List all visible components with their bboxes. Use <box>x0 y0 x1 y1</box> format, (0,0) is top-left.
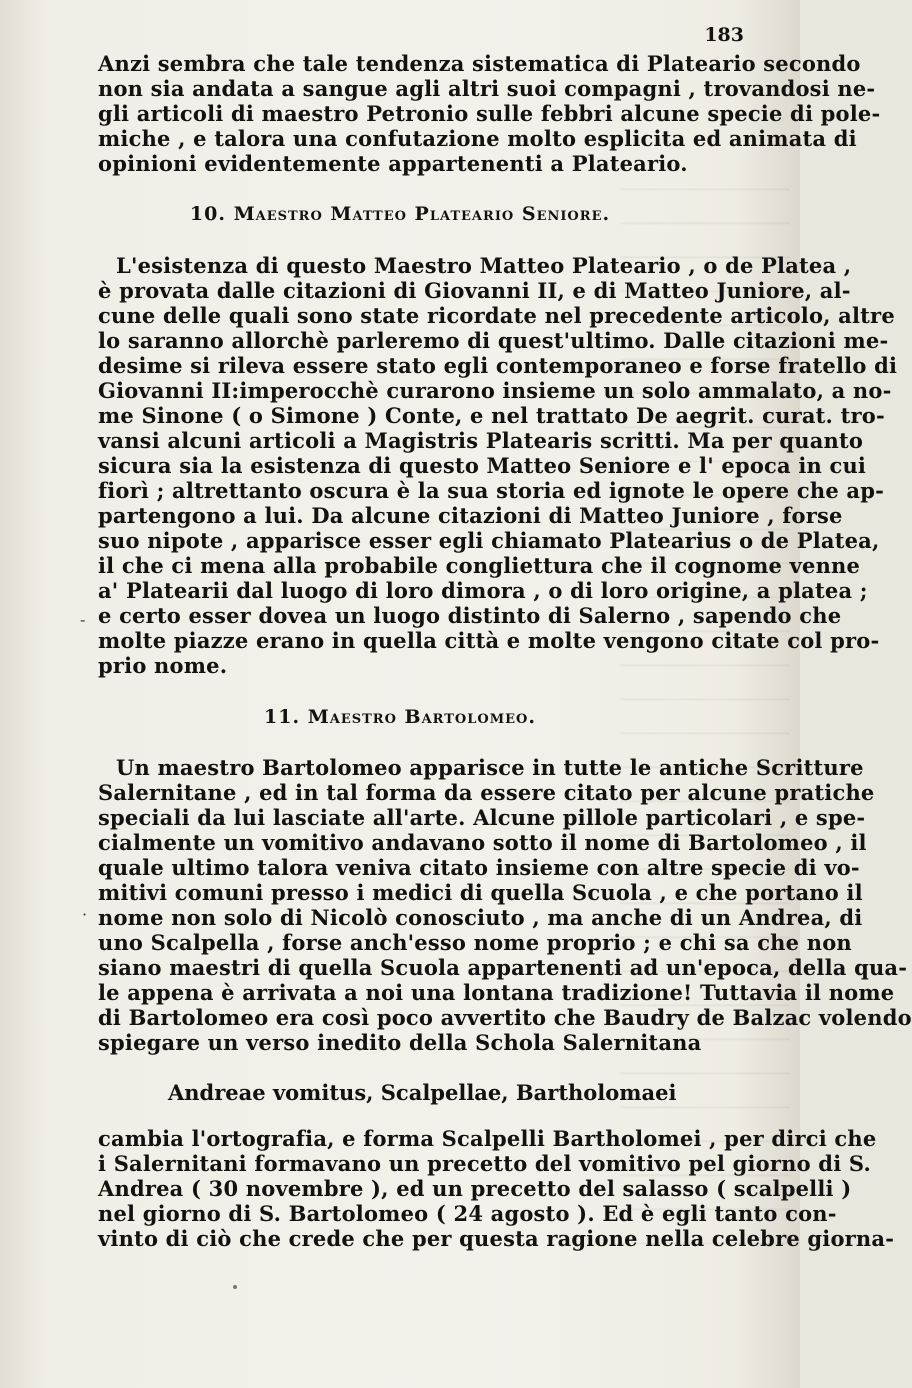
text-line: spiegare un verso inedito della Schola Salernitana <box>98 1030 702 1055</box>
text-line: quale ultimo talora veniva citato insieme con altre specie di vo- <box>98 855 860 880</box>
text-line: di Bartolomeo era così poco avvertito che Baudry de Balzac volendo <box>98 1005 912 1030</box>
margin-dash-mark: - <box>80 610 86 629</box>
text-line: è provata dalle citazioni di Giovanni II, e di Matteo Juniore, al- <box>98 278 851 303</box>
paragraph-3 <box>98 755 912 1055</box>
section-heading-11: 11. Maestro Bartolomeo. <box>264 706 536 728</box>
page-number: 183 <box>704 24 744 46</box>
text-line: opinioni evidentemente appartenenti a Plateario. <box>98 151 688 176</box>
text-line: speciali da lui lasciate all'arte. Alcune pillole particolari , e spe- <box>98 805 866 830</box>
text-line: nome non solo di Nicolò conosciuto , ma anche di un Andrea, di <box>98 905 863 930</box>
text-line: cune delle quali sono state ricordate nel precedente articolo, altre <box>98 303 895 328</box>
text-line: suo nipote , apparisce esser egli chiamato Platearius o de Platea, <box>98 528 880 553</box>
text-line: cambia l'ortografia, e forma Scalpelli Bartholomei , per dirci che <box>98 1126 877 1151</box>
paragraph-1 <box>98 51 881 176</box>
paragraph-4 <box>98 1126 895 1251</box>
text-line: partengono a lui. Da alcune citazioni di Matteo Juniore , forse <box>98 503 843 528</box>
text-line: vansi alcuni articoli a Magistris Platearis scritti. Ma per quanto <box>98 428 864 453</box>
margin-dot-mark: · <box>82 905 88 924</box>
text-line: siano maestri di quella Scuola appartenenti ad un'epoca, della qua- <box>98 955 908 980</box>
text-line: cialmente un vomitivo andavano sotto il nome di Bartolomeo , il <box>98 830 867 855</box>
text-line: e certo esser dovea un luogo distinto di Salerno , sapendo che <box>98 603 842 628</box>
text-line: il che ci mena alla probabile congliettura che il cognome venne <box>98 553 861 578</box>
text-line: nel giorno di S. Bartolomeo ( 24 agosto ). Ed è egli tanto con- <box>98 1201 837 1226</box>
text-line: prio nome. <box>98 653 228 678</box>
text-line: sicura sia la esistenza di questo Matteo Seniore e l' epoca in cui <box>98 453 867 478</box>
text-line: miche , e talora una confutazione molto esplicita ed animata di <box>98 126 857 151</box>
text-line: gli articoli di maestro Petronio sulle febbri alcune specie di pole- <box>98 101 881 126</box>
ink-speck <box>233 1285 237 1289</box>
text-line: lo saranno allorchè parleremo di quest'ultimo. Dalle citazioni me- <box>98 328 889 353</box>
text-line: L'esistenza di questo Maestro Matteo Plateario , o de Platea , <box>116 253 852 278</box>
paragraph-2 <box>98 253 898 678</box>
text-line: molte piazze erano in quella città e molte vengono citate col pro- <box>98 628 880 653</box>
text-line: le appena è arrivata a noi una lontana tradizione! Tuttavia il nome <box>98 980 895 1005</box>
text-line: desime si rileva essere stato egli contemporaneo e forse fratello di <box>98 353 898 378</box>
verse-quote: Andreae vomitus, Scalpellae, Bartholomaei <box>168 1080 677 1105</box>
section-heading-10: 10. Maestro Matteo Plateario Seniore. <box>189 203 611 225</box>
text-line: non sia andata a sangue agli altri suoi compagni , trovandosi ne- <box>98 76 876 101</box>
text-line: a' Platearii dal luogo di loro dimora , o di loro origine, a platea ; <box>98 578 868 603</box>
text-line: Giovanni II:imperocchè curarono insieme un solo ammalato, a no- <box>98 378 892 403</box>
text-line: vinto di ciò che crede che per questa ragione nella celebre giorna- <box>98 1226 895 1251</box>
text-line: Salernitane , ed in tal forma da essere citato per alcune pratiche <box>98 780 875 805</box>
text-line: Un maestro Bartolomeo apparisce in tutte le antiche Scritture <box>116 755 864 780</box>
text-line: Anzi sembra che tale tendenza sistematica di Plateario secondo <box>98 51 861 76</box>
text-line: mitivi comuni presso i medici di quella Scuola , e che portano il <box>98 880 863 905</box>
text-line: Andrea ( 30 novembre ), ed un precetto del salasso ( scalpelli ) <box>98 1176 852 1201</box>
text-line: fiorì ; altrettanto oscura è la sua storia ed ignote le opere che ap- <box>98 478 885 503</box>
text-line: uno Scalpella , forse anch'esso nome proprio ; e chi sa che non <box>98 930 852 955</box>
text-line: me Sinone ( o Simone ) Conte, e nel trattato De aegrit. curat. tro- <box>98 403 885 428</box>
text-line: i Salernitani formavano un precetto del vomitivo pel giorno di S. <box>98 1151 872 1176</box>
